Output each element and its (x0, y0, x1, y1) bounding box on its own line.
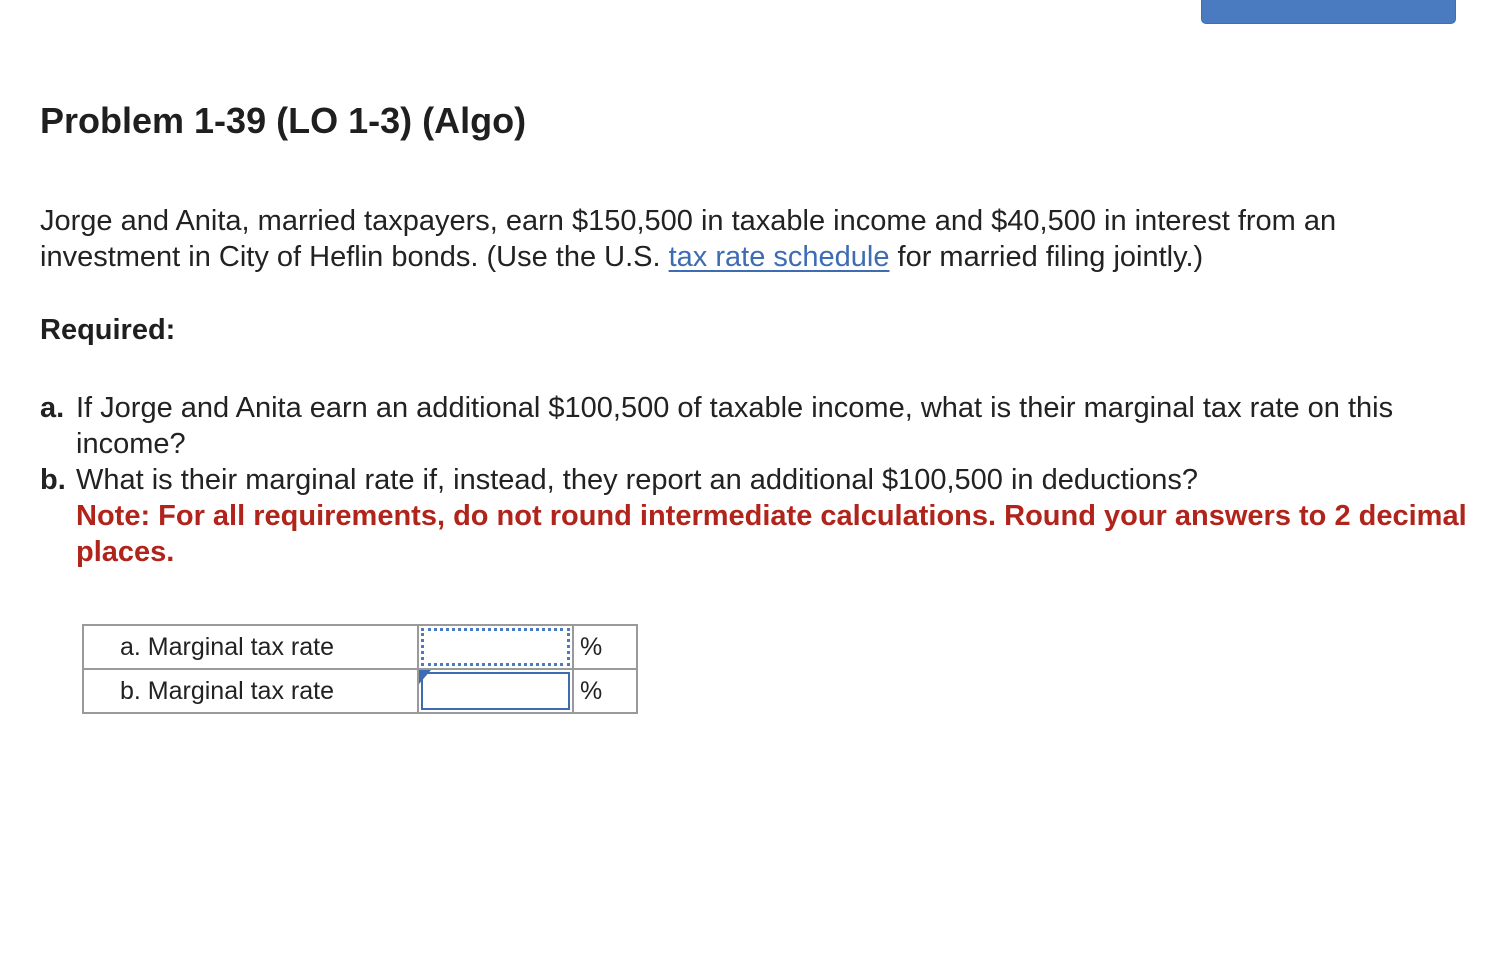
rounding-note: Note: For all requirements, do not round intermediate calculations. Round your answers to 2 decimal places. (76, 500, 1467, 568)
check-my-work-button[interactable] (1201, 0, 1456, 24)
problem-intro (40, 203, 1470, 275)
row-label: b. Marginal tax rate (83, 669, 418, 713)
requirement-marker: a. (40, 392, 65, 424)
input-cell (418, 669, 573, 713)
intro-text-start: Jorge and Anita, married taxpayers, earn $150,500 in taxable income and $40,500 in interest from an investment in City of Heflin bonds. (Use the U.S. (40, 205, 1337, 273)
requirements-list (40, 390, 1470, 570)
requirement-b (40, 462, 1470, 570)
table-row (83, 669, 637, 713)
row-label: a. Marginal tax rate (83, 625, 418, 669)
unit-label: % (573, 625, 637, 669)
marginal-rate-a-input[interactable] (421, 628, 570, 666)
input-cell (418, 625, 573, 669)
required-heading: Required: (40, 314, 176, 346)
requirement-text: If Jorge and Anita earn an additional $100,500 of taxable income, what is their marginal tax rate on this income? (76, 392, 1394, 460)
requirement-body (76, 462, 1470, 570)
problem-title: Problem 1-39 (LO 1-3) (Algo) (40, 100, 527, 141)
marginal-rate-b-input[interactable] (421, 672, 570, 710)
intro-text-end: for married filing jointly.) (889, 241, 1204, 273)
table-row (83, 625, 637, 669)
unit-label: % (573, 669, 637, 713)
tax-rate-schedule-link[interactable]: tax rate schedule (668, 241, 890, 273)
flag-icon (419, 670, 431, 684)
answer-table (82, 624, 638, 714)
check-my-work-label (1240, 0, 1416, 1)
requirement-marker: b. (40, 464, 66, 496)
requirement-a (40, 390, 1470, 462)
requirement-text: What is their marginal rate if, instead, they report an additional $100,500 in deductions? (76, 464, 1199, 496)
